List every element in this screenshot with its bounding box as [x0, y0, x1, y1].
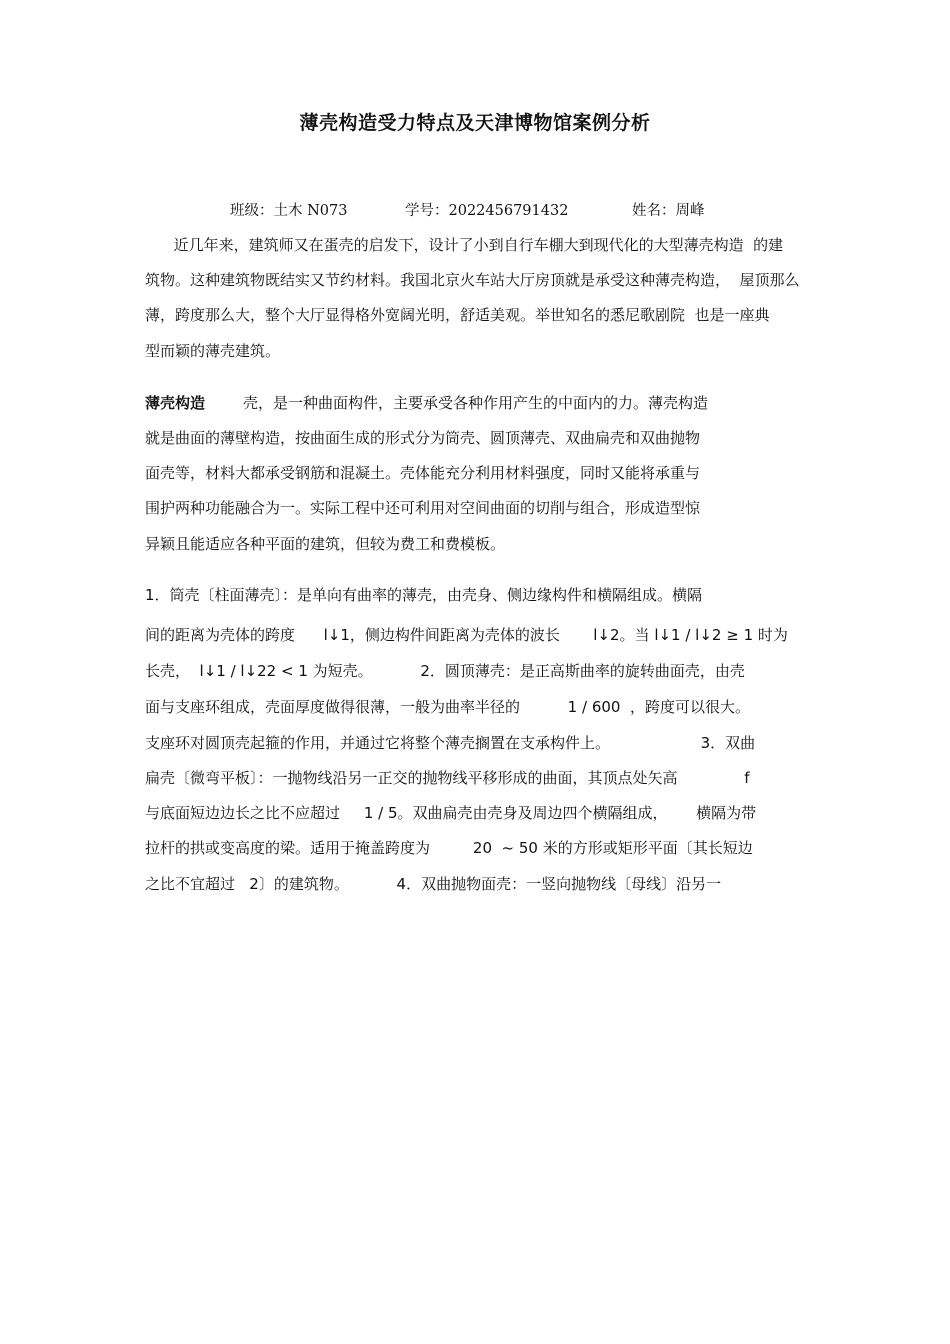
types-line: 长壳， l↓1 / l↓22 < 1 为短壳。 2．圆顶薄壳：是正高斯曲率的旋转曲面壳，由壳 [145, 662, 745, 680]
class-info: 班级：土木 N073 [230, 203, 348, 219]
types-line: 之比不宜超过 2〕的建筑物。 4．双曲抛物面壳：一竖向抛物线〔母线〕沿另一 [145, 875, 722, 893]
types-line: 与底面短边边长之比不应超过 1 / 5。双曲扁壳由壳身及周边四个横隔组成， 横隔为带 [145, 804, 757, 822]
intro-line: 筑物。这种建筑物既结实又节约材料。我国北京火车站大厅房顶就是承受这种薄壳构造， 屋顶那么 [145, 271, 800, 289]
intro-line: 薄，跨度那么大，整个大厅显得格外宽阔光明，舒适美观。举世知名的悉尼歌剧院 也是一座典 [145, 306, 770, 324]
student-id: 学号：2022456791432 [405, 203, 569, 219]
section-first-line [145, 393, 708, 413]
types-line: 面与支座环组成，壳面厚度做得很薄，一般为曲率半径的 1 / 600 ，跨度可以很大。 [145, 698, 750, 716]
section-heading: 薄壳构造 [145, 394, 206, 412]
section-line: 异颖且能适应各种平面的建筑，但较为费工和费模板。 [145, 535, 506, 553]
types-line: 扁壳〔微弯平板〕：一抛物线沿另一正交的抛物线平移形成的曲面，其顶点处矢高 f [145, 769, 750, 787]
types-line: 1．筒壳〔柱面薄壳〕：是单向有曲率的薄壳，由壳身、侧边缘构件和横隔组成。横隔 [145, 586, 703, 604]
section-line: 就是曲面的薄壁构造，按曲面生成的形式分为筒壳、圆顶薄壳、双曲扁壳和双曲抛物 [145, 429, 701, 447]
intro-line: 型而颖的薄壳建筑。 [145, 342, 281, 360]
types-line: 拉杆的拱或变高度的梁。适用于掩盖跨度为 20 ~ 50 米的方形或矩形平面〔其长短边 [145, 839, 753, 857]
types-line: 间的距离为壳体的跨度 l↓1，侧边构件间距离为壳体的波长 l↓2。当 l↓1 / l↓2 ≥ 1 时为 [145, 626, 788, 644]
student-name: 姓名：周峰 [632, 203, 705, 219]
document-title: 薄壳构造受力特点及天津博物馆案例分析 [299, 112, 651, 134]
section-line-text: 壳，是一种曲面构件，主要承受各种作用产生的中面内的力。薄壳构造 [243, 394, 709, 412]
section-line: 面壳等，材料大都承受钢筋和混凝土。壳体能充分利用材料强度，同时又能将承重与 [145, 464, 701, 482]
types-line: 支座环对圆顶壳起箍的作用，并通过它将整个薄壳搁置在支承构件上。 3．双曲 [145, 734, 756, 752]
intro-line: 近几年来，建筑师又在蛋壳的启发下，设计了小到自行车棚大到现代化的大型薄壳构造 的建 [145, 236, 784, 254]
section-line: 围护两种功能融合为一。实际工程中还可利用对空间曲面的切削与组合，形成造型惊 [145, 499, 701, 517]
